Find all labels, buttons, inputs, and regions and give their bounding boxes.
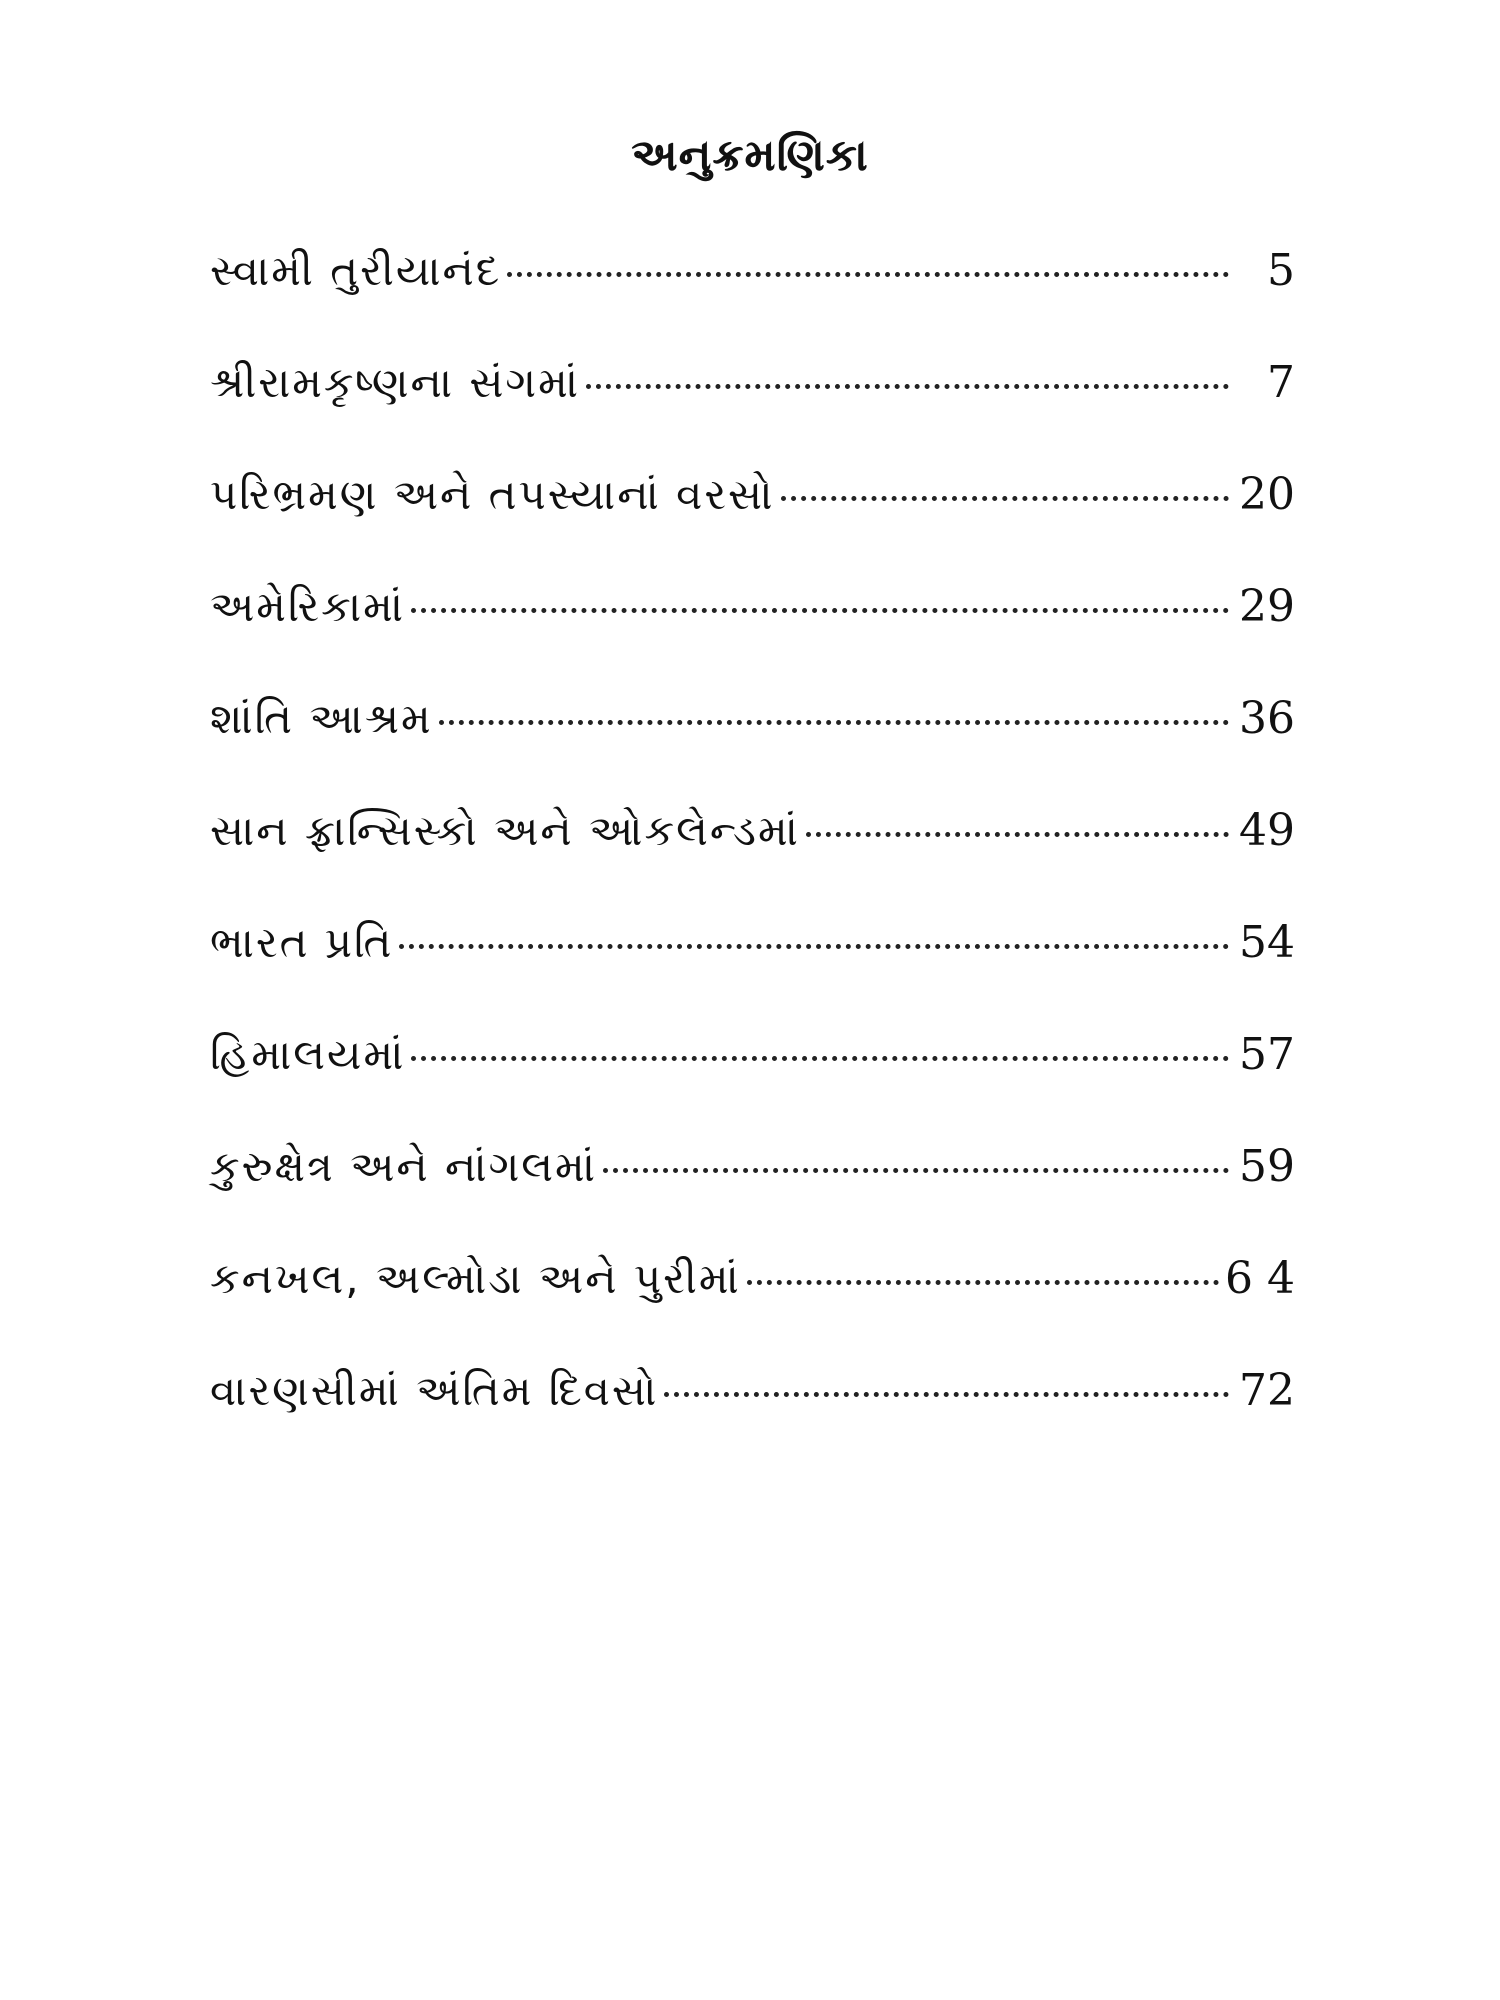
toc-entry [210,1029,1295,1141]
toc-entry [210,805,1295,917]
dot-leader [603,1168,1229,1173]
toc-entry [210,1365,1295,1477]
toc-entry-page-number: 36 [1239,693,1295,744]
page-title: અનુક્રમણિકા [631,130,869,181]
toc-entry-label: શ્રીરામકૃષ્ણના સંગમાં [210,358,581,407]
toc-entry-label: સાન ફ્રાન્સિસ્કો અને ઓકલેન્ડમાં [210,806,800,855]
toc-entry [210,581,1295,693]
dot-leader [507,272,1229,277]
dot-leader [399,944,1229,949]
toc-entry-label: ભારત પ્રતિ [210,918,394,967]
toc-entry-label: શાંતિ આશ્રમ [210,694,433,743]
toc-entry [210,917,1295,1029]
toc-entry-page-number: 59 [1239,1141,1295,1192]
dot-leader [806,832,1229,837]
toc-entry-page-number: 20 [1239,469,1295,520]
toc-entry-label: કુરુક્ષેત્ર અને નાંગલમાં [210,1142,597,1191]
toc-entry-label: સ્વામી તુરીયાનંદ [210,246,502,295]
toc-entry-page-number: 49 [1239,805,1295,856]
dot-leader [439,720,1229,725]
toc-entry [210,1141,1295,1253]
dot-leader [411,608,1229,613]
dot-leader [781,496,1229,501]
toc-entry [210,1253,1295,1365]
toc-entry [210,693,1295,805]
toc-entry-page-number: 72 [1239,1365,1295,1416]
dot-leader [664,1392,1229,1397]
toc-entry-page-number: 5 [1267,245,1295,296]
toc-entry-label: અમેરિકામાં [210,582,406,631]
dot-leader [747,1280,1219,1285]
toc-entry-label: પરિભ્રમણ અને તપસ્યાનાં વરસો [210,470,775,519]
toc-entry [210,469,1295,581]
toc-entry-page-number: 29 [1239,581,1295,632]
toc-entry-label: વારણસીમાં અંતિમ દિવસો [210,1366,659,1415]
table-of-contents [210,245,1295,1477]
dot-leader [411,1056,1229,1061]
toc-entry [210,357,1295,469]
toc-entry-page-number: 54 [1239,917,1295,968]
toc-entry-page-number: 7 [1267,357,1295,408]
dot-leader [586,384,1229,389]
toc-entry-label: કનખલ, અલ્મોડા અને પુરીમાં [210,1254,741,1303]
toc-entry-page-number: 57 [1239,1029,1295,1080]
toc-entry-label: હિમાલયમાં [210,1030,406,1079]
toc-entry-page-number: 6 4 [1225,1253,1295,1304]
toc-entry [210,245,1295,357]
